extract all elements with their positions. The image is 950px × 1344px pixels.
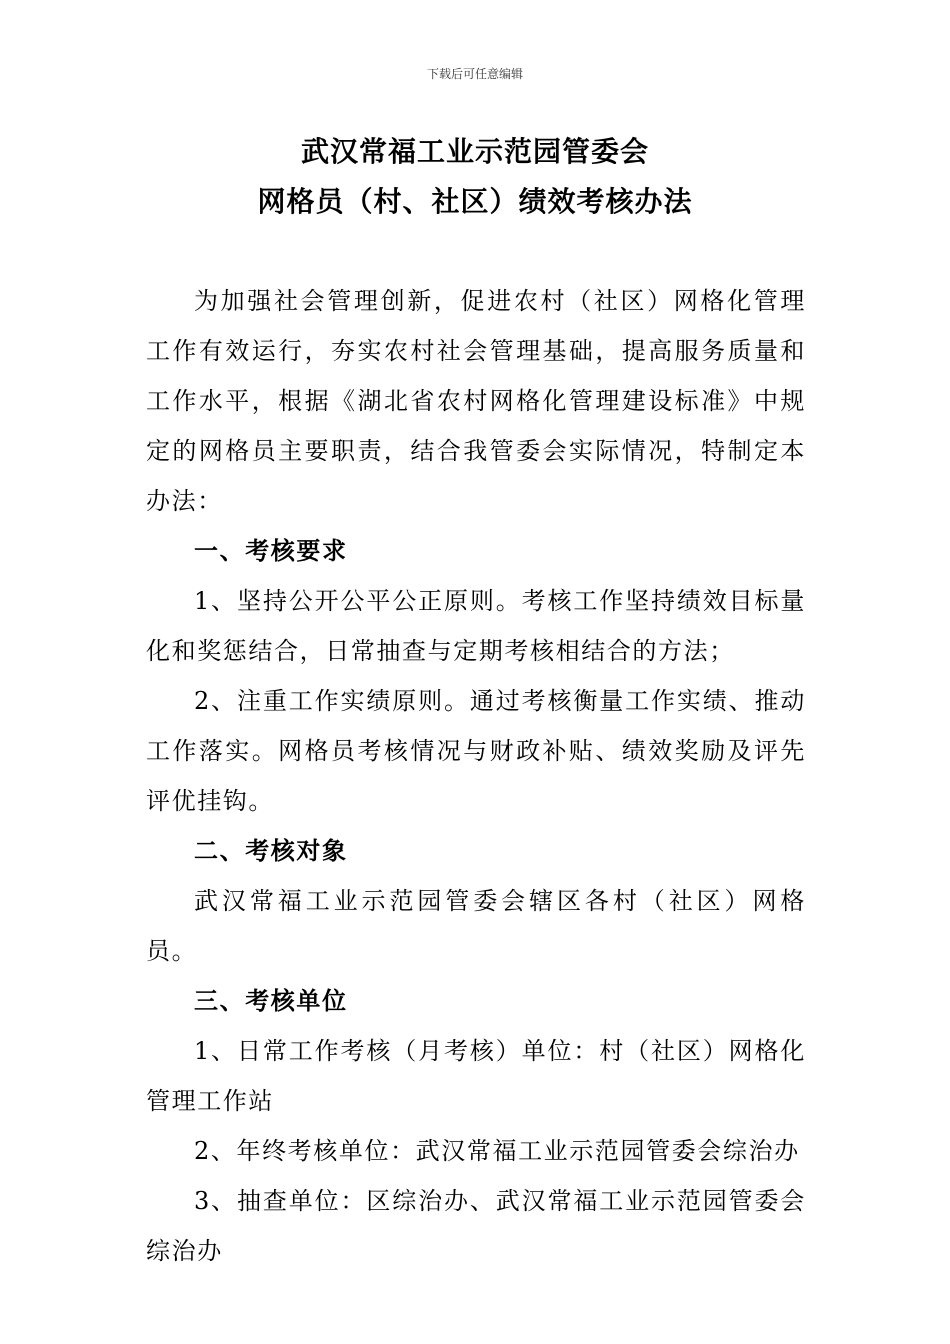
section-heading-requirements: 一、考核要求	[194, 536, 348, 565]
section-heading-units: 三、考核单位	[194, 986, 348, 1015]
document-title-line-2: 网格员（村、社区）绩效考核办法	[257, 185, 693, 218]
unit-item-3: 3、抽查单位：区综治办、武汉常福工业示范园管委会综治办	[146, 1187, 806, 1265]
document-body	[146, 276, 806, 1276]
target-item-1: 武汉常福工业示范园管委会辖区各村（社区）网格员。	[146, 887, 806, 965]
requirement-item-1: 1、坚持公开公平公正原则。考核工作坚持绩效目标量化和奖惩结合，日常抽查与定期考核相结合的方法；	[146, 587, 806, 665]
header-note: 下载后可任意编辑	[426, 67, 523, 81]
requirement-item-2: 2、注重工作实绩原则。通过考核衡量工作实绩、推动工作落实。网格员考核情况与财政补贴、绩效奖励及评先评优挂钩。	[146, 687, 806, 815]
unit-item-1: 1、日常工作考核（月考核）单位：村（社区）网格化管理工作站	[146, 1037, 806, 1115]
unit-item-2: 2、年终考核单位：武汉常福工业示范园管委会综治办	[194, 1137, 800, 1165]
section-heading-targets: 二、考核对象	[194, 836, 348, 865]
intro-paragraph: 为加强社会管理创新，促进农村（社区）网格化管理工作有效运行，夯实农村社会管理基础，提高服务质量和工作水平，根据《湖北省农村网格化管理建设标准》中规定的网格员主要职责，结合我管委会实际情况，特制定本办法：	[146, 287, 806, 515]
document-title-line-1: 武汉常福工业示范园管委会	[300, 135, 649, 168]
